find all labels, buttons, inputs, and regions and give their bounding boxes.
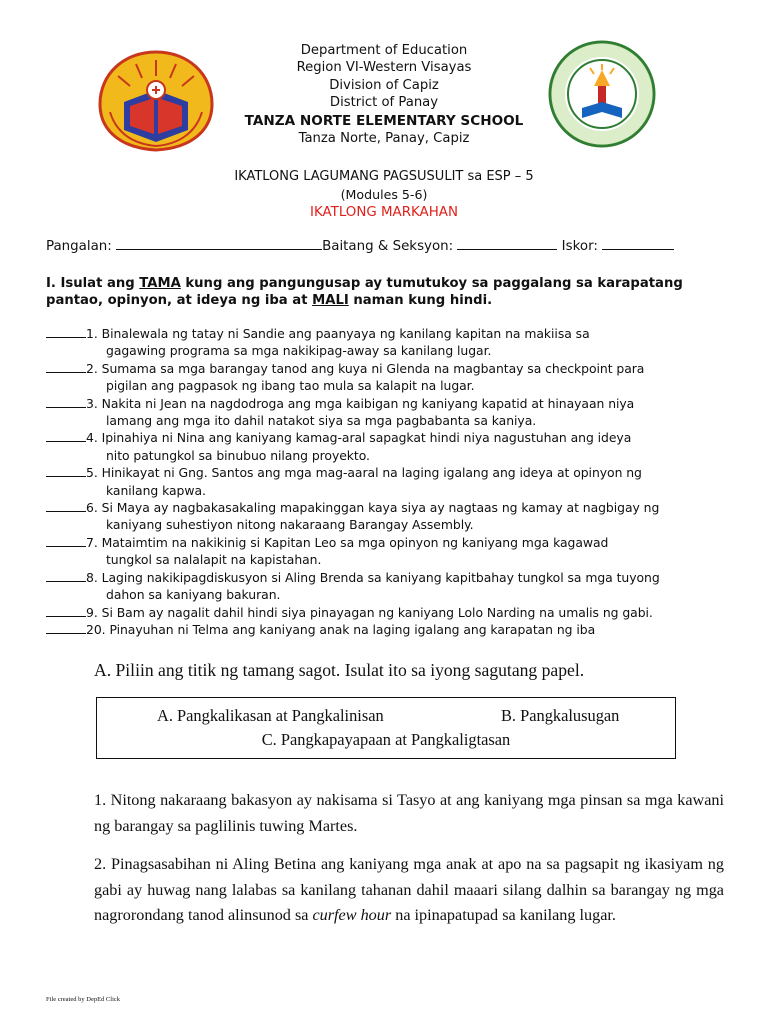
list-item: 20. Pinayuhan ni Telma ang kaniyang anak na laging igalang ang karapatan ng iba (46, 621, 736, 638)
answer-blank[interactable] (46, 623, 86, 634)
tama-keyword: TAMA (139, 276, 181, 291)
answer-blank[interactable] (46, 327, 86, 338)
list-item: 8. Laging nakikipagdiskusyon si Aling Brenda sa kaniyang kapitbahay tungkol sa mga tuyong dahon sa kaniyang bakuran. (46, 569, 736, 604)
instruction-text: kung ang pangungusap ay tumutukoy sa paggalang sa karapatang pantao, opinyon, at ideya ng iba at (46, 276, 683, 309)
name-label: Pangalan: (46, 239, 117, 254)
exam-modules: (Modules 5-6) (340, 187, 428, 202)
answer-blank[interactable] (46, 362, 86, 373)
choice-c: C. Pangkapayapaan at Pangkaligtasan (261, 730, 511, 749)
true-false-items (46, 325, 736, 638)
answer-blank[interactable] (46, 571, 86, 582)
list-item: 7. Mataimtim na nakikinig si Kapitan Leo sa mga opinyon ng kaniyang mga kagawad tungkol sa nalalapit na kapistahan. (46, 534, 736, 569)
exam-title: IKATLONG LAGUMANG PAGSUSULIT sa ESP – 5 (234, 169, 534, 184)
school-header (150, 42, 618, 147)
answer-blank[interactable] (46, 431, 86, 442)
answer-blank[interactable] (46, 606, 86, 617)
answer-blank[interactable] (46, 501, 86, 512)
question-1: 1. Nitong nakaraang bakasyon ay nakisama si Tasyo at ang kaniyang mga pinsan sa mga kawani ng barangay sa paglilinis tuwing Martes. (94, 791, 724, 835)
mali-keyword: MALI (312, 293, 349, 309)
answer-blank[interactable] (46, 536, 86, 547)
part1-instruction (46, 275, 736, 310)
instruction-text: naman kung hindi. (348, 293, 493, 309)
score-label: Iskor: (557, 239, 603, 254)
list-item: 6. Si Maya ay nagbakasakaling mapakinggan kaya siya ay nagtaas ng kamay at nagbigay ng kaniyang suhestiyon nitong nakaraang Barangay Assembly. (46, 499, 736, 534)
choice-a: A. Pangkalikasan at Pangkalinisan (157, 706, 384, 725)
answer-blank[interactable] (46, 466, 86, 477)
header-region: Region VI-Western Visayas (296, 60, 472, 76)
list-item: 1. Binalewala ng tatay ni Sandie ang paanyaya ng kanilang kapitan na makiisa sa gagawing programa sa mga nakikipag-away sa kanilang lugar. (46, 325, 736, 360)
student-info-row (46, 238, 726, 254)
choices-box (96, 697, 676, 759)
grade-section-blank[interactable] (457, 238, 557, 250)
curfew-term: curfew hour (312, 906, 392, 924)
school-address: Tanza Norte, Panay, Capiz (298, 130, 470, 146)
grade-section-label: Baitang & Seksyon: (322, 239, 458, 254)
name-blank[interactable] (116, 238, 322, 250)
list-item: 3. Nakita ni Jean na nagdodroga ang mga kaibigan ng kaniyang kapatid at hinayaan niya lamang ang mga ito dahil natakot siya sa mga pagbabanta sa kaniya. (46, 395, 736, 430)
exam-title-block (150, 168, 618, 222)
list-item: 9. Si Bam ay nagalit dahil hindi siya pinayagan ng kaniyang Lolo Narding na umalis ng gabi. (46, 604, 736, 621)
header-department: Department of Education (300, 43, 468, 58)
exam-quarter: IKATLONG MARKAHAN (310, 205, 458, 220)
question-2: 2. Pinagsasabihan ni Aling Betina ang kaniyang mga anak at apo na sa pagsapit ng ikasiyam ng gabi ay huwag nang lalabas sa kanilang tahanan dahil maaari silang dalhin sa barangay ng mga nagrorondang tanod alinsunod sa curfew hour na ipinapatupad sa kanilang lugar. (94, 855, 724, 924)
answer-blank[interactable] (46, 397, 86, 408)
part-a-instruction: A. Piliin ang titik ng tamang sagot. Isulat ito sa iyong sagutang papel. (94, 660, 585, 680)
footer-credit: File created by DepEd Click (46, 996, 121, 1003)
school-name: TANZA NORTE ELEMENTARY SCHOOL (244, 112, 524, 129)
header-district: District of Panay (329, 95, 439, 111)
list-item: 5. Hinikayat ni Gng. Santos ang mga mag-aaral na laging igalang ang ideya at opinyon ng kanilang kapwa. (46, 464, 736, 499)
score-blank[interactable] (602, 238, 674, 250)
instruction-text: I. Isulat ang (46, 276, 140, 291)
header-division: Division of Capiz (329, 77, 439, 93)
list-item: 2. Sumama sa mga barangay tanod ang kuya ni Glenda na magbantay sa checkpoint para pigilan ang pagpasok ng ibang tao mula sa kalapit na lugar. (46, 360, 736, 395)
list-item: 4. Ipinahiya ni Nina ang kaniyang kamag-aral sapagkat hindi niya nagustuhan ang ideya nito patungkol sa binubuo nilang proyekto. (46, 429, 736, 464)
choice-b: B. Pangkalusugan (501, 706, 620, 725)
